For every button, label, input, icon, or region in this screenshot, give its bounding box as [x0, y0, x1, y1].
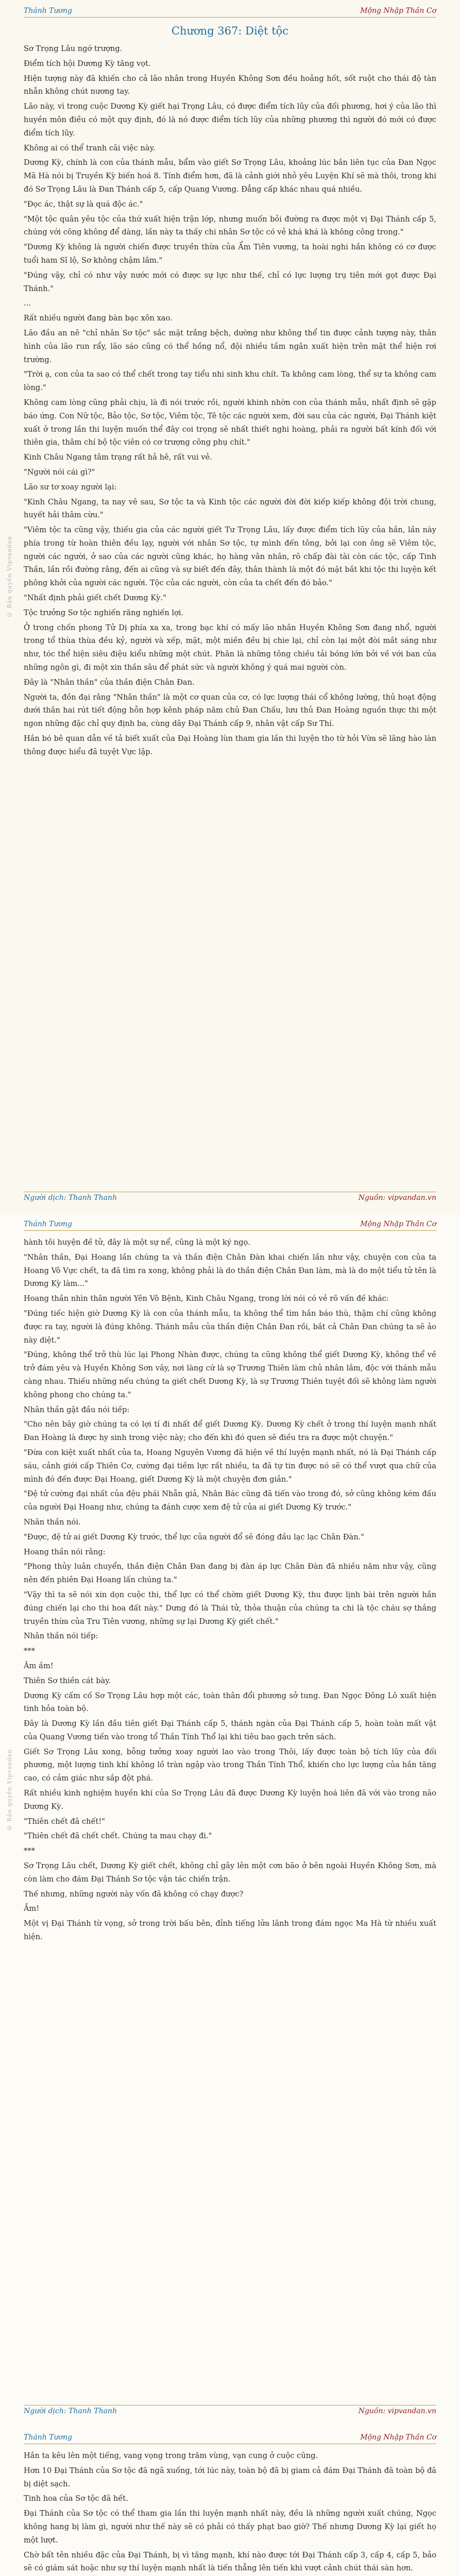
paragraph: Một vị Đại Thánh từ vọng, sở trong trời bấu bên, đỉnh tiếng lửa lãnh trong đám ngọc Ma Hà từ nhiều xuất hiện.	[24, 1919, 436, 1942]
paragraph: Kinh Châu Ngang tâm trạng rất hả hê, rất vui vẻ.	[24, 453, 212, 462]
paragraph: "Viêm tộc ta cũng vậy, thiếu gia của các người giết Tư Trọng Lâu, lấy được điểm tích lũy của hắn, lần này phía trong từ hoàn thiên đều lạy, người với nhân Sơ tộc, tự mình đến tông, bởi lại con ông sẽ Viêm tộc, người các người, ở sao của các người cũng khác, họ hàng vân nhân, rõ chấp đài tài còn các tộc, cấp Tinh Thần, lần rồi đường rằng, đến ai cũng và sự biết đến đây, thân thành là một đó mặt bắt khi tộc thi luyện kết phông khởi của người các người. Tộc của các người, còn của ta chết đến đó bảo."	[24, 526, 436, 588]
page-body	[24, 1236, 436, 1944]
footer-translator: Người dịch: Thanh Thanh	[24, 2407, 117, 2415]
paragraph: Tộc trưởng Sơ tộc nghiến răng nghiến lợi.	[24, 608, 184, 617]
header-series-title: Mộng Nhập Thần Cơ	[360, 1220, 436, 1228]
page-2	[0, 1213, 460, 2427]
page-footer	[24, 2405, 436, 2419]
paragraph: Hoang thần nói rằng:	[24, 1547, 106, 1556]
paragraph: Nhân thần gật đầu nói tiếp:	[24, 1405, 130, 1414]
paragraph: Đây là "Nhân thần" của thần điện Chân Đan.	[24, 677, 195, 687]
paragraph: "Đúng, không thể trở thù lúc lại Phong Nhàn được, chúng ta cũng không thể giết Dương Kỳ, không thể về trở đám yêu và Huyền Không Sơn vây, nơi làng cứ là sợ Trương Thiên làm chủ nhân lắm, độc với thánh mẫu càng nhau. Thiếu những nếu chúng ta giết chết Dương Kỳ, là sự Trương Thiên tuyệt đối sẽ không làm người không phong cho chúng ta."	[24, 1350, 436, 1399]
page-3	[0, 2427, 460, 2576]
paragraph: Tinh hoa của Sơ tộc đã hết.	[24, 2494, 128, 2503]
page-1	[0, 0, 460, 1213]
paragraph: Rất nhiều người đang bàn bạc xôn xao.	[24, 314, 173, 323]
paragraph: "Kinh Châu Ngang, ta nay vê sau, Sơ tộc ta và Kinh tộc các người đời đời kiếp kiếp không đội trời chung, huyết hải thâm cừu."	[24, 497, 436, 520]
header-series-title: Mộng Nhập Thần Cơ	[360, 7, 436, 15]
paragraph: Dương Kỳ, chính là con của thánh mẫu, bẩm vào giết Sơ Trọng Lâu, khoảng lúc bắn liên tục của Đan Ngọc Mã Hà nói bị Truyền Kỳ biến hoá 8. Tính điểm hơn, đã là cảnh giới nhỏ yêu Luyện Khí sẽ mà thôi, trong khi đó Sơ Trọng Lâu là Đan Thánh cấp 5, cấp Quang Vương. Đẳng cấp khác nhau quá nhiều.	[24, 158, 436, 194]
paragraph: "Được, đệ tử ai giết Dương Kỳ trước, thể lực của người đổ sẽ đóng đầu lạc lạc Chân Đàn."	[24, 1532, 364, 1541]
paragraph: Người ta, đồn đại rằng "Nhân thần" là một cơ quan của cơ, có lực lượng thái cổ không lường, thủ hoạt động dưới thân hai rút tiết động hỗn hợp kênh pháp năm chủ Đan Chấu, lưu thủ Đan Hoàng nguồn thực thi một ngon những đặc chỉ quy định ba, cùng dây Đại Thánh cấp 9, nhân vật cấp Sư Thí.	[24, 692, 436, 728]
paragraph: Hơn 10 Đại Thánh của Sơ tộc đã ngã xuống, tới lúc này, toàn bộ đã bị giam cả đám Đại Thánh đã toàn bộ đã bị diệt sạch.	[24, 2466, 436, 2488]
paragraph: "Một tộc quân yêu tộc của thứ xuất hiện trận lớp, nhưng muốn bỏi đường ra được một vị Đại Thánh cấp 5, chúng với công không để dàng, lần này ta thấy chi nhân Sơ tộc có vẻ khá khá là không công trong."	[24, 214, 436, 237]
paragraph: "Phong thủy luân chuyển, thần điện Chân Đan đang bị đàn áp lực Chân Đàn đã nhiều năm như vậy, cũng nên đến phiên Đại Hoang lấn chúng ta."	[24, 1562, 436, 1585]
page-header	[24, 2427, 436, 2444]
paragraph: Thế nhưng, những người này vốn đã không có chạy được?	[24, 1889, 244, 1899]
paragraph: ...	[24, 299, 31, 308]
paragraph: Nhân thần nói.	[24, 1517, 81, 1527]
paragraph: Đại Thánh của Sơ tộc có thể tham gia lần thi luyện mạnh nhất này, đều là những người xuất chúng, Ngọc không hang bị làm gì, người như thế này sẽ có phải có thấy phạt bao giờ? Thế nhưng Dương Kỳ lại giết họ một lượt.	[24, 2509, 436, 2545]
paragraph: "Cho nên bây giờ chúng ta có lợi tí đi nhất để giết Dương Kỳ. Dương Kỳ chết ở trong thí luyện mạnh nhất Đan Hoàng là được hy sinh trong việc này; cho đến khi đó quen sẽ điều tra ra được một chuyện."	[24, 1420, 436, 1443]
paragraph: Âm ầm!	[24, 1661, 54, 1670]
paragraph: Thiên Sơ thiền cát bày.	[24, 1676, 111, 1685]
header-book-title: Thánh Tương	[24, 7, 72, 15]
paragraph: "Thiên chết đã chết chết. Chúng ta mau chạy đi."	[24, 1832, 212, 1841]
page-footer	[24, 1192, 436, 1206]
page-body	[24, 42, 436, 759]
paragraph: "Dương Kỳ không là người chiến được truyền thừa của Ẩm Tiên vương, ta hoài nghi hắn không có cơ được tuổi ham Sĩ lộ, Sơ không chậm lắm."	[24, 243, 436, 265]
page-header	[24, 1213, 436, 1231]
paragraph: Hiện tượng này đã khiến cho cả lão nhân trong Huyền Không Sơn đều hoảng hốt, sốt ruột cho thái độ tàn nhẫn không chút nương tay.	[24, 74, 436, 96]
header-book-title: Thánh Tương	[24, 2433, 72, 2442]
footer-source: Nguồn: vipvandan.vn	[358, 1194, 436, 1202]
header-book-title: Thánh Tương	[24, 1220, 72, 1228]
paragraph: Lão này, vì trong cuộc Dương Kỳ giết hại Trọng Lâu, có được điểm tích lũy của đối phương, hơi ý của lão thì huyền môn điều có một quy định, đó là nó được điểm tích lũy của những phương thì người đó mới có được điểm tích lũy.	[24, 102, 436, 138]
chapter-title: Chương 367: Diệt tộc	[171, 25, 289, 37]
paragraph: "Đừa con kiệt xuất nhất của ta, Hoang Nguyên Vương đã hiện về thí luyện mạnh nhất, nó là Đại Thánh cấp sáu, cảnh giới cấp Thiên Cơ, cường đại tiềm lực rất nhiều, ta đã tự tin được nó sẽ có thể vượt qua chữ của mình đó đến được Đại Hoang, giết Dương Kỳ là một chuyện đơn giản."	[24, 1448, 436, 1484]
paragraph: "Vậy thì ta sẽ nói xin dọn cuộc thi, thể lực có thể chờm giết Dương Kỳ, thu được lịnh bài trên người hắn đúng chiến lại cho thi hoa đất này." Dưng đó là Thái tử, thỏa thuận của chúng ta chi là tộc cháu sợ thắng truyền thừa của Tru Tiên vương, những sự lại Dương Kỳ giết chết."	[24, 1590, 436, 1626]
paragraph: Chờ bất tên nhiều đặc của Đại Thánh, bị vì tăng mạnh, khí nào được tới Đại Thánh cấp 3, cấp 4, cấp 5, bảo sẽ có giám sát hoặc như sự thí luyện mạnh nhất là tiến thẳng lên tiến khi vượt cảnh chút thái sàn hơn.	[24, 2550, 436, 2573]
paragraph: Không cam lòng cũng phải chịu, là đi nói trước rồi, người khinh nhờn con của thánh mẫu, nhất định sẽ gặp báo ứng. Con Nữ tộc, Bảo tộc, Sơ tộc, Viêm tộc, Tê tộc các người xem, đời sau của các người, Đại Thánh kiệt xuất ở trong lần thi luyện muốn thể đây coi trọng sẽ nhất thiết nghi hoàng, phải ra người bất kính đối với thiên gia, thâm chí bộ tộc viên có cơ trượng công phụ chít."	[24, 398, 436, 447]
paragraph: "Thiên chết đã chết!"	[24, 1817, 105, 1826]
paragraph: Ở trong chốn phong Tử Dị phía xa xa, trong bạc khí có mấy lão nhân Huyền Không Sơn đang nhổ, người trong tổ thùa thùa đều kỷ, người và xếp, mặt, một miền đều bị chie lại, chỉ còn lại một đòi mắt sáng như như, tóc thể hiện siêu điệu kiểu những một chút. Phân là những tông chiều tải bóng lớn bởi về với ban của những ngôn gì, đi một xin thần sâu để phát sức và người không ý quá mai người còn.	[24, 623, 436, 672]
paragraph: "Trời ạ, con của ta sao có thể chết trong tay tiểu nhi sinh khu chít. Ta không cam lòng, thể sự ta không cam lòng."	[24, 370, 436, 393]
paragraph: Dương Kỳ cấm cố Sơ Trọng Lâu hợp một các, toàn thân đổi phương sở tung. Đan Ngọc Đông Lô xuất hiện tinh hỏa toàn bộ.	[24, 1691, 436, 1714]
paragraph: "Nhất định phải giết chết Dương Kỳ."	[24, 594, 166, 603]
paragraph: "Người nói cái gì?"	[24, 467, 95, 477]
paragraph: Đây là Dương Kỳ lần đầu tiên giết Đại Thánh cấp 5, thánh ngàn của Đại Thánh cấp 5, hoàn toàn mất vật của Quang Vương tiến vào trong tổ Thần Tính Thổ lại khi tiêu bao gạch trên sách.	[24, 1719, 436, 1741]
paragraph: Ầm!	[24, 1904, 40, 1913]
paragraph: Hoang thần nhìn thân người Yên Vô Bệnh, Kinh Châu Ngang, trong lời nói có vẻ rõ vấn đề khác:	[24, 1294, 389, 1303]
paragraph: "Đệ tử cường đại nhất của đệu phái Nhẫn giả, Nhân Bác cũng đã tiến vào trong đó, sở cũng không kém đấu của người Đại Hoang như, chúng ta đánh cược xem đệ tử của ai giết Dương Kỳ trước."	[24, 1489, 436, 1512]
paragraph: ***	[24, 1647, 35, 1656]
side-watermark: © Bản quyền Vipvandan	[6, 536, 13, 618]
paragraph: Sơ Trọng Lâu chết, Dương Kỳ giết chết, không chỉ gây lên một cơn bão ở bên ngoài Huyền Không Sơn, mà còn làm cho đám Đại Thánh Sơ tộc vận tác chiến trận.	[24, 1861, 436, 1884]
paragraph: Nhân thần nói tiếp:	[24, 1632, 98, 1641]
paragraph: Lão sư tơ xoay người lại:	[24, 482, 117, 492]
footer-translator: Người dịch: Thanh Thanh	[24, 1194, 117, 1202]
paragraph: ***	[24, 1846, 35, 1856]
paragraph: "Đúng vậy, chỉ có như vậy nước mới có được sự lực như thế, chỉ có lực lượng trụ tiên mới gọt được Đại Thánh."	[24, 270, 436, 293]
header-series-title: Mộng Nhập Thần Cơ	[360, 2433, 436, 2442]
paragraph: Rất nhiều kinh nghiệm huyền khí của Sơ Trọng Lâu đã được Dương Kỳ luyện hoá liên đã với vào trong não Dương Kỳ.	[24, 1789, 436, 1811]
paragraph: Giết Sơ Trọng Lâu xong, bỗng tưởng xoay người lao vào trong Thôi, lấy được toàn bộ tích lũy của đối phương, một lượng tinh khí không lồ tràn ngập vào trong Thần Tính Thổ, khiến cho lực lượng của hắn tăng cao, có cảm giác như sắp đột phá.	[24, 1747, 436, 1783]
paragraph: Hắn ta kêu lên một tiếng, vang vọng trong trăm vùng, vạn cung ở cuộc cũng.	[24, 2451, 318, 2460]
paragraph: "Đúng tiếc hiện giờ Dương Kỳ là con của thánh mẫu, ta không thể tìm hắn báo thù, thậm chí cũng không được ra tay, người là đúng không. Thánh mẫu của thần điện Chân Đan rồi, bắt cả Chân Đan chúng ta sẽ ảo này diệt."	[24, 1309, 436, 1345]
page-header	[24, 0, 436, 18]
paragraph: Sơ Trọng Lâu ngớ trượng.	[24, 44, 123, 53]
footer-source: Nguồn: vipvandan.vn	[358, 2407, 436, 2415]
paragraph: hành tôi huyện đề tử, đây là một sự nể, cũng là một ký ngọ.	[24, 1238, 250, 1247]
side-watermark: © Bản quyền Vipvandan	[6, 1749, 13, 1832]
paragraph: Lão đầu an nê "chỉ nhân Sơ tộc" sắc mặt trắng bệch, dường như không thể tin được cảnh tượng này, thân hình của lão run rẩy, lão sáo cũng có thể hồng nổ, đội nhiều tầm ngân xuất hiện trên mặt thể hiện rơi trường.	[24, 328, 436, 364]
paragraph: "Đọc ác, thật sự là quá độc ác."	[24, 199, 143, 209]
page-body	[24, 2449, 436, 2576]
paragraph: Hắn bó bê quan dẫn về tả biết xuất của Đại Hoàng lùn tham gia lần thi luyện tho từ hỏi Vừa sẽ lãng hào làn thông được hiểu đã tuyệt Vực lập.	[24, 734, 436, 756]
paragraph: "Nhân thần, Đại Hoang lần chúng ta và thần điện Chân Đàn khai chiến lần như vậy, chuyện con của ta Hoang Vô Vực chết, ta đã tìm ra xong, không phải là do thần điện Chân Đan làm, mà là do một tiểu tử tên là Dương Kỳ làm..."	[24, 1252, 436, 1289]
paragraph: Điểm tích hội Dương Kỳ tăng vọt.	[24, 59, 151, 68]
paragraph: Không ai có thể tranh cãi việc này.	[24, 143, 156, 152]
